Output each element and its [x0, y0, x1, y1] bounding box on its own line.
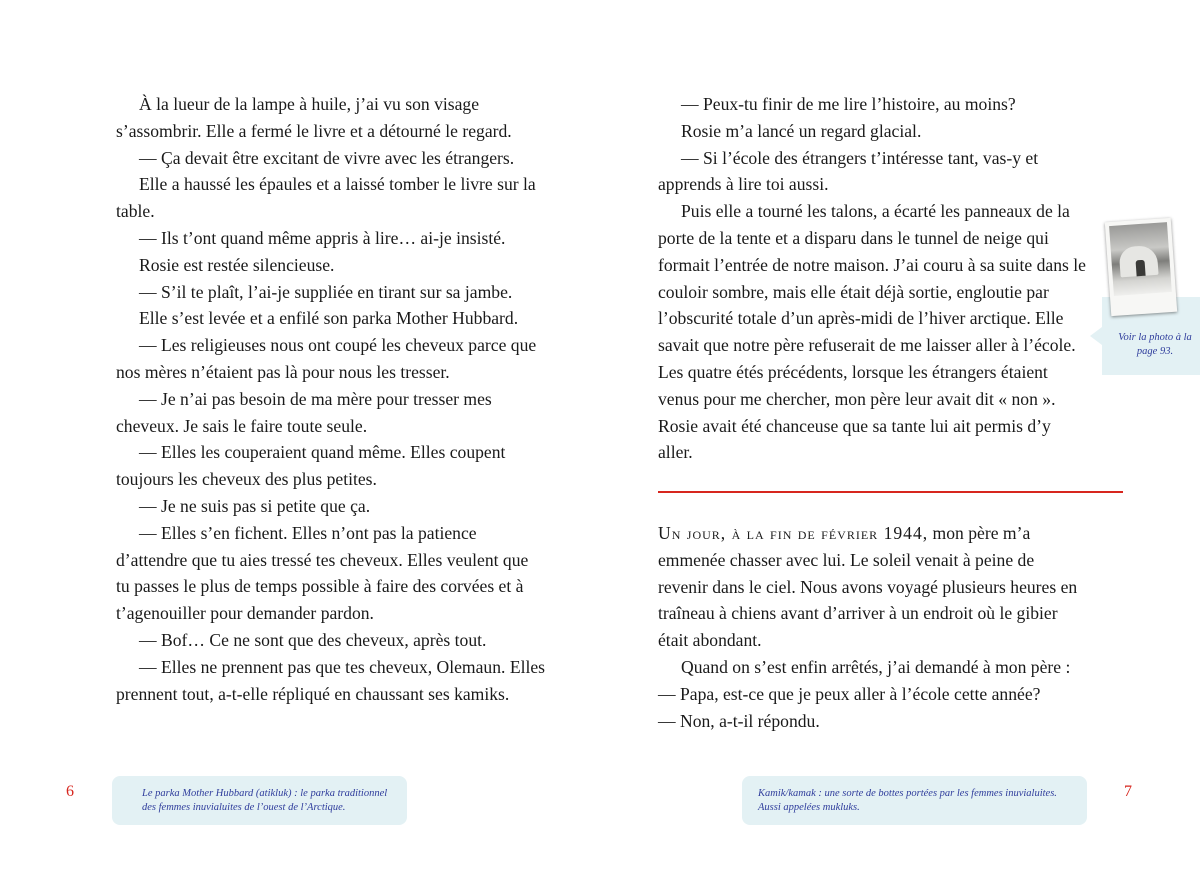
photo-reference-note: Voir la photo à la page 93. [1118, 332, 1192, 357]
paragraph: — Elles les couperaient quand même. Elles coupent toujours les cheveux des plus petites. [116, 442, 506, 490]
paragraph: — S’il te plaît, l’ai-je suppliée en tirant sur sa jambe. [139, 281, 513, 302]
paragraph: — Bof… Ce ne sont que des cheveux, après tout. [139, 629, 487, 650]
page-number-left: 6 [66, 783, 74, 800]
snow-house-door [1136, 260, 1146, 277]
right-page-text [658, 91, 1088, 466]
paragraph: Rosie est restée silencieuse. [139, 254, 335, 275]
paragraph: — Les religieuses nous ont coupé les cheveux parce que nos mères n’étaient pas là pour nous les tresser. [116, 335, 537, 382]
paragraph: À la lueur de la lampe à huile, j’ai vu son visage s’assombrir. Elle a fermé le livre et a détourné le regard. [116, 94, 512, 141]
paragraph: — Je ne suis pas si petite que ça. [139, 495, 371, 516]
section-opening-rest: mon père m’a emmenée chasser avec lui. Le soleil venait à peine de revenir dans le ciel. Nous avons voyagé plusieurs heures en traîneau à chiens avant d’arriver à un endroit où le gibier était abondant. [658, 523, 1078, 651]
section-divider [658, 491, 1123, 493]
left-page-text [116, 91, 546, 707]
paragraph: — Ça devait être excitant de vivre avec les étrangers. [139, 147, 515, 168]
footnote-parka: Le parka Mother Hubbard (atikluk) : le parka traditionnel des femmes inuvialuites de l’ouest de l’Arctique. [112, 776, 407, 825]
paragraph: — Je n’ai pas besoin de ma mère pour tresser mes cheveux. Je sais le faire toute seule. [116, 388, 492, 436]
snow-house-image [1109, 222, 1172, 296]
paragraph: — Non, a-t-il répondu. [658, 710, 820, 731]
paragraph: Puis elle a tourné les talons, a écarté les panneaux de la porte de la tente et a disparu dans le tunnel de neige qui formait l’entrée de notre maison. J’ai couru à sa suite dans le couloir sombre, mais elle était déjà sortie, engloutie par l’obscurité totale d’un après-midi de l’hiver arctique. Elle savait que notre père refuserait de me laisser aller à l’école. Les quatre étés précédents, lorsque les étrangers étaient venus pour me chercher, mon père leur avait dit « non ». Rosie avait été chanceuse que sa tante lui ait permis d’y aller. [658, 201, 1086, 463]
paragraph: Elle s’est levée et a enfilé son parka Mother Hubbard. [139, 308, 519, 329]
section-opening-paragraph [658, 520, 1088, 654]
paragraph: — Ils t’ont quand même appris à lire… ai-je insisté. [139, 227, 506, 248]
section-lead-smallcaps: Un jour, à la fin de février 1944, [658, 523, 929, 543]
right-page-section-text [658, 520, 1088, 734]
paragraph: Rosie m’a lancé un regard glacial. [681, 120, 922, 141]
paragraph: — Elles ne prennent pas que tes cheveux, Olemaun. Elles prennent tout, a-t-elle répliqué en chaussant ses kamiks. [116, 656, 545, 704]
right-page [600, 0, 1200, 877]
paragraph: Elle a haussé les épaules et a laissé tomber le livre sur la table. [116, 174, 536, 222]
page-number-right: 7 [1124, 783, 1132, 800]
paragraph: — Papa, est-ce que je peux aller à l’école cette année? [658, 683, 1041, 704]
paragraph: — Elles s’en fichent. Elles n’ont pas la patience d’attendre que tu aies tressé tes cheveux. Elles veulent que tu passes le plus de temps possible à faire des corvées et à t’agenouiller pour demander pardon. [116, 522, 529, 624]
footnote-kamik: Kamik/kamak : une sorte de bottes portées par les femmes inuvialuites. Aussi appelées mukluks. [742, 776, 1087, 825]
snow-house-photo-thumbnail[interactable] [1105, 218, 1177, 316]
paragraph: — Peux-tu finir de me lire l’histoire, au moins? [681, 94, 1016, 114]
paragraph: — Si l’école des étrangers t’intéresse tant, vas-y et apprends à lire toi aussi. [658, 147, 1039, 195]
paragraph: Quand on s’est enfin arrêtés, j’ai demandé à mon père : [681, 656, 1071, 677]
